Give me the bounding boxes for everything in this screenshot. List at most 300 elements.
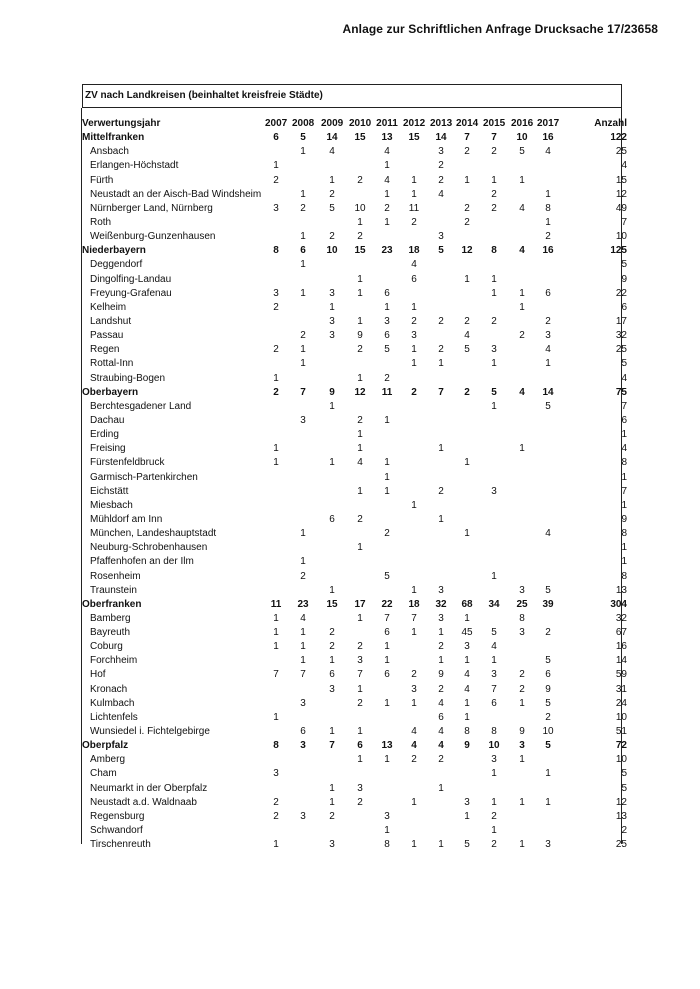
district-row [70,273,625,287]
year-value: 1 [300,528,306,540]
total-value: 22 [615,287,627,299]
year-value: 1 [300,259,306,271]
year-value: 3 [519,584,525,596]
year-value: 2 [491,188,497,200]
year-value: 3 [519,627,525,639]
district-name: München, Landeshauptstadt [90,528,217,540]
year-value: 2 [357,344,363,356]
year-value: 1 [300,287,306,299]
district-row [70,499,625,513]
district-row [70,357,625,371]
year-value: 3 [329,315,335,327]
year-value: 8 [384,839,390,851]
year-value: 7 [273,669,279,681]
year-value: 3 [384,810,390,822]
year-value: 15 [354,132,366,144]
year-value: 6 [357,740,363,752]
total-value: 4 [621,372,627,384]
year-value: 3 [464,796,470,808]
year-value: 6 [545,287,551,299]
total-value: 7 [621,485,627,497]
year-value: 1 [545,188,551,200]
district-name: Erding [90,429,119,441]
year-value: 15 [326,598,338,610]
year-value: 1 [411,174,417,186]
total-value: 15 [615,174,627,186]
district-row [70,796,625,810]
year-value: 11 [381,386,393,398]
year-value: 1 [273,160,279,172]
year-value: 6 [300,245,306,257]
year-value: 1 [545,796,551,808]
district-row [70,471,625,485]
year-value: 1 [464,697,470,709]
year-value: 6 [384,287,390,299]
year-value: 1 [357,754,363,766]
year-value: 4 [464,330,470,342]
year-value: 5 [300,132,306,144]
district-name: Cham [90,768,117,780]
district-row [70,315,625,329]
year-value: 1 [384,641,390,653]
year-value: 1 [357,372,363,384]
district-name: Tirschenreuth [90,839,151,851]
year-value: 8 [519,612,525,624]
district-name: Fürstenfeldbruck [90,457,165,469]
year-value: 1 [438,443,444,455]
year-value: 1 [357,216,363,228]
year-value: 6 [384,330,390,342]
year-value: 1 [357,683,363,695]
year-value: 1 [329,796,335,808]
district-name: Weißenburg-Gunzenhausen [90,231,216,243]
region-row [70,598,625,612]
year-value: 2 [438,344,444,356]
region-name: Oberfranken [82,598,142,610]
year-value: 1 [329,457,335,469]
total-value: 14 [615,655,627,667]
district-name: Pfaffenhofen an der Ilm [90,556,194,568]
total-value: 10 [615,754,627,766]
year-value: 1 [329,584,335,596]
total-value: 75 [615,386,627,398]
year-value: 25 [516,598,528,610]
year-value: 1 [329,301,335,313]
year-value: 6 [491,697,497,709]
year-value: 1 [545,768,551,780]
district-name: Neustadt a.d. Waldnaab [90,796,197,808]
district-row [70,485,625,499]
year-value: 22 [381,598,393,610]
year-value: 3 [273,287,279,299]
year-value: 1 [329,782,335,794]
year-value: 1 [273,641,279,653]
year-value: 10 [326,245,338,257]
year-value: 1 [329,726,335,738]
year-value: 5 [464,839,470,851]
year-value: 1 [438,358,444,370]
district-name: Bayreuth [90,627,131,639]
table-body [70,117,625,852]
year-value: 14 [542,386,554,398]
year-value: 11 [270,598,282,610]
year-value: 3 [545,839,551,851]
district-row [70,159,625,173]
total-value: 4 [621,443,627,455]
total-value: 25 [615,839,627,851]
total-value: 67 [615,627,627,639]
year-value: 10 [516,132,528,144]
year-value: 3 [491,344,497,356]
year-value: 2 [329,231,335,243]
year-value: 4 [411,740,417,752]
year-value: 1 [519,796,525,808]
year-value: 5 [438,245,444,257]
year-value: 3 [357,655,363,667]
year-value: 1 [519,754,525,766]
district-name: Freising [90,443,126,455]
year-value: 3 [438,146,444,158]
total-value: 7 [621,400,627,412]
year-value: 3 [329,287,335,299]
total-value: 8 [621,570,627,582]
year-value: 2 [438,641,444,653]
year-value: 2 [300,330,306,342]
district-name: Hof [90,669,106,681]
year-value: 1 [464,273,470,285]
year-value: 6 [545,669,551,681]
year-value: 4 [438,188,444,200]
district-name: Regensburg [90,810,145,822]
year-value: 4 [491,641,497,653]
column-label: Verwertungsjahr [82,118,161,129]
region-name: Oberbayern [82,386,139,398]
total-value: 13 [615,584,627,596]
year-value: 2 [438,315,444,327]
table-frame [70,84,627,851]
total-value: 5 [621,768,627,780]
year-value: 7 [357,669,363,681]
year-value: 7 [464,132,470,144]
year-value: 1 [384,697,390,709]
district-row [70,442,625,456]
year-value: 4 [411,259,417,271]
year-value: 1 [491,796,497,808]
year-value: 1 [464,528,470,540]
district-row [70,145,625,159]
district-row [70,697,625,711]
year-value: 1 [464,612,470,624]
year-value: 8 [273,245,279,257]
year-value: 10 [488,740,500,752]
region-row [70,386,625,400]
year-value: 2 [384,202,390,214]
year-value: 1 [438,627,444,639]
year-value: 3 [491,485,497,497]
region-name: Oberpfalz [82,740,129,752]
year-value: 1 [384,655,390,667]
header-row [70,117,625,131]
year-value: 7 [491,683,497,695]
year-value: 17 [354,598,366,610]
year-value: 14 [326,132,338,144]
year-value: 5 [464,344,470,356]
year-value: 18 [408,598,420,610]
year-value: 1 [300,556,306,568]
total-value: 51 [615,726,627,738]
year-value: 1 [384,188,390,200]
district-row [70,725,625,739]
year-value: 2 [411,386,417,398]
total-value: 1 [621,429,627,441]
district-row [70,626,625,640]
total-value: 31 [615,683,627,695]
total-value: 25 [615,146,627,158]
year-value: 1 [411,627,417,639]
year-value: 7 [300,386,306,398]
year-value: 1 [273,457,279,469]
region-row [70,131,625,145]
year-value: 3 [357,782,363,794]
year-value: 15 [354,245,366,257]
year-value: 1 [438,513,444,525]
document-reference: Anlage zur Schriftlichen Anfrage Drucksache 17/23658 [342,22,658,36]
year-value: 1 [357,287,363,299]
year-header: 2017 [537,118,560,129]
total-value: 6 [621,301,627,313]
year-value: 15 [408,132,420,144]
district-row [70,782,625,796]
year-value: 1 [464,711,470,723]
year-value: 9 [545,683,551,695]
year-value: 2 [545,627,551,639]
total-value: 12 [615,796,627,808]
district-row [70,216,625,230]
district-name: Deggendorf [90,259,143,271]
year-value: 5 [519,146,525,158]
year-value: 1 [329,400,335,412]
district-row [70,513,625,527]
district-row [70,301,625,315]
year-value: 3 [300,697,306,709]
year-value: 1 [329,655,335,667]
total-value: 1 [621,556,627,568]
year-value: 6 [438,711,444,723]
year-value: 11 [408,202,420,214]
year-value: 9 [357,330,363,342]
year-value: 1 [273,627,279,639]
district-name: Garmisch-Partenkirchen [90,471,198,483]
year-value: 2 [464,202,470,214]
district-name: Miesbach [90,499,133,511]
year-value: 7 [384,612,390,624]
year-value: 1 [491,174,497,186]
total-value: 8 [621,457,627,469]
year-value: 1 [357,612,363,624]
district-name: Passau [90,330,124,342]
year-value: 7 [300,669,306,681]
year-value: 2 [491,202,497,214]
year-value: 3 [438,584,444,596]
total-value: 6 [621,414,627,426]
year-value: 68 [461,598,473,610]
year-value: 12 [354,386,366,398]
total-value: 1 [621,499,627,511]
year-value: 1 [519,174,525,186]
year-value: 1 [384,160,390,172]
year-value: 1 [300,641,306,653]
total-value: 125 [610,245,627,257]
year-value: 8 [491,726,497,738]
year-value: 12 [461,245,473,257]
year-value: 2 [464,216,470,228]
year-value: 3 [384,315,390,327]
year-value: 2 [273,796,279,808]
year-value: 2 [273,344,279,356]
region-name: Niederbayern [82,245,146,257]
year-value: 3 [438,231,444,243]
year-value: 6 [384,627,390,639]
district-row [70,570,625,584]
total-value: 32 [615,612,627,624]
region-row [70,739,625,753]
year-value: 4 [545,344,551,356]
year-value: 2 [464,386,470,398]
district-row [70,838,625,852]
year-value: 5 [491,627,497,639]
year-value: 3 [329,683,335,695]
year-value: 1 [411,358,417,370]
year-value: 3 [491,754,497,766]
year-value: 1 [384,216,390,228]
year-value: 45 [461,627,473,639]
year-value: 2 [273,386,279,398]
total-value: 8 [621,528,627,540]
year-value: 3 [300,740,306,752]
year-value: 1 [300,344,306,356]
year-value: 1 [491,655,497,667]
region-name: Mittelfranken [82,132,145,144]
year-value: 1 [273,443,279,455]
total-value: 12 [615,188,627,200]
year-value: 1 [411,796,417,808]
district-row [70,640,625,654]
district-name: Neustadt an der Aisch-Bad Windsheim [90,188,262,200]
year-value: 1 [411,344,417,356]
year-value: 6 [329,513,335,525]
district-row [70,711,625,725]
year-value: 9 [329,386,335,398]
year-value: 3 [273,202,279,214]
total-value: 122 [610,132,627,144]
year-value: 1 [411,188,417,200]
district-name: Lichtenfels [90,711,138,723]
year-value: 10 [542,726,554,738]
year-value: 2 [329,188,335,200]
district-name: Rosenheim [90,570,141,582]
district-row [70,555,625,569]
total-value: 1 [621,542,627,554]
year-value: 2 [464,315,470,327]
district-row [70,753,625,767]
year-value: 6 [273,132,279,144]
year-value: 2 [273,301,279,313]
district-name: Kelheim [90,301,127,313]
year-value: 13 [381,740,393,752]
year-value: 4 [300,612,306,624]
year-value: 1 [491,273,497,285]
year-value: 1 [357,485,363,497]
year-value: 1 [491,768,497,780]
district-name: Freyung-Grafenau [90,287,172,299]
district-name: Bamberg [90,612,131,624]
year-value: 1 [357,443,363,455]
year-value: 2 [329,627,335,639]
year-value: 5 [384,570,390,582]
total-value: 1 [621,471,627,483]
district-row [70,527,625,541]
year-value: 1 [411,301,417,313]
year-value: 2 [411,216,417,228]
year-header: 2014 [456,118,479,129]
year-value: 5 [384,344,390,356]
district-name: Dachau [90,414,125,426]
year-value: 1 [273,612,279,624]
year-value: 2 [411,669,417,681]
year-value: 9 [464,740,470,752]
year-value: 2 [545,231,551,243]
year-value: 8 [491,245,497,257]
total-value: 5 [621,259,627,271]
district-name: Mühldorf am Inn [90,513,163,525]
year-value: 3 [300,810,306,822]
district-row [70,372,625,386]
year-value: 4 [438,726,444,738]
year-value: 8 [464,726,470,738]
year-value: 8 [273,740,279,752]
district-row [70,824,625,838]
year-value: 1 [519,839,525,851]
district-name: Wunsiedel i. Fichtelgebirge [90,726,210,738]
year-value: 2 [545,711,551,723]
year-value: 13 [381,132,393,144]
year-value: 1 [519,697,525,709]
total-value: 32 [615,330,627,342]
year-value: 4 [464,669,470,681]
year-value: 4 [438,697,444,709]
year-value: 16 [542,245,554,257]
year-value: 3 [411,330,417,342]
year-value: 14 [435,132,447,144]
district-name: Coburg [90,641,123,653]
year-header: 2008 [292,118,315,129]
year-value: 1 [357,273,363,285]
district-name: Neuburg-Schrobenhausen [90,542,208,554]
year-value: 6 [384,669,390,681]
year-value: 2 [438,683,444,695]
year-value: 2 [491,839,497,851]
year-value: 2 [273,174,279,186]
year-value: 1 [491,358,497,370]
district-row [70,767,625,781]
total-header: Anzahl [594,118,627,129]
year-value: 1 [384,825,390,837]
year-value: 10 [354,202,366,214]
year-value: 2 [300,202,306,214]
year-value: 2 [438,485,444,497]
year-value: 1 [519,301,525,313]
year-value: 2 [357,174,363,186]
